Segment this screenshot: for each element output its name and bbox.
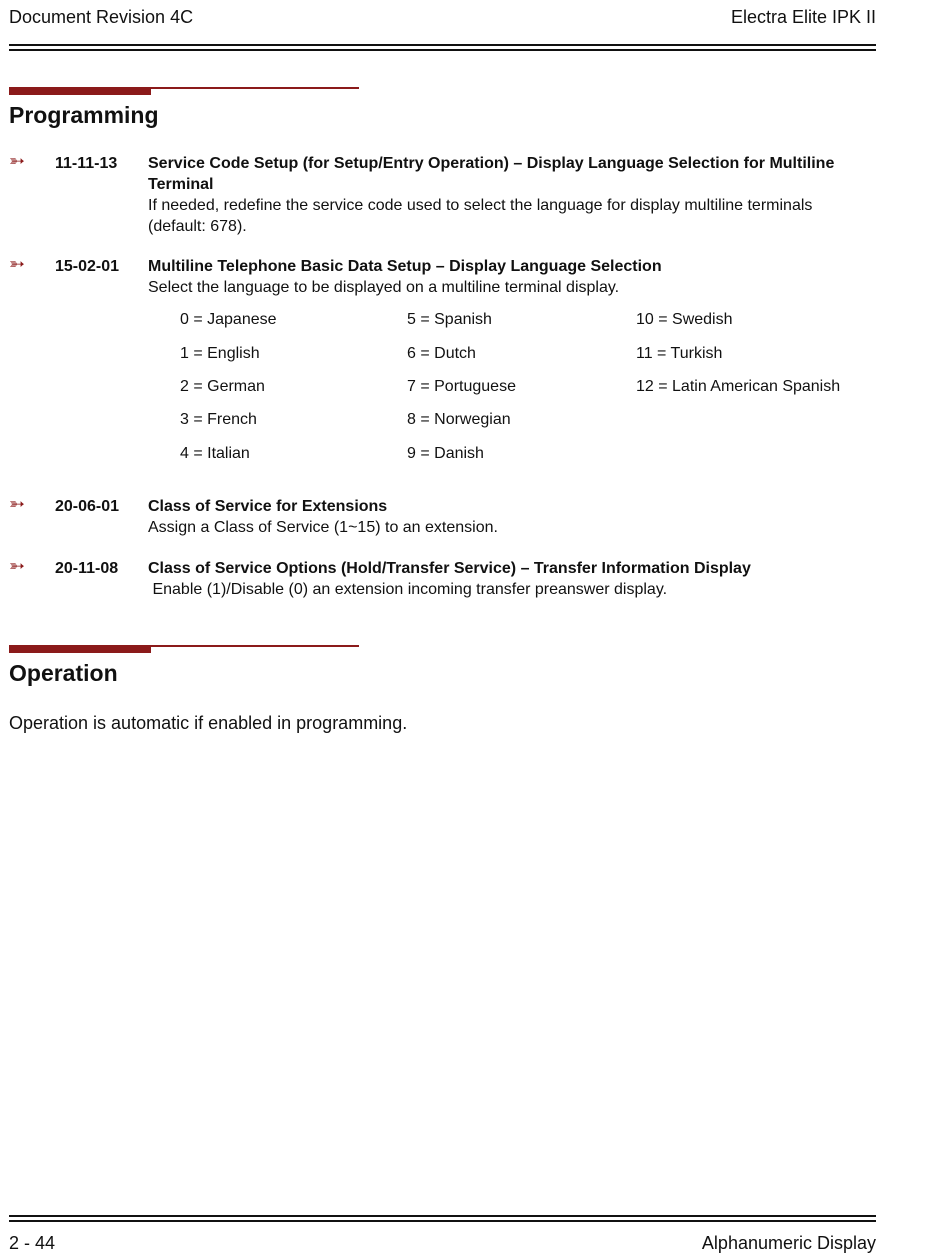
language-option: 7 = Portuguese — [407, 378, 516, 395]
footer-page-number: 2 - 44 — [9, 1233, 56, 1253]
header-rule-top — [9, 44, 876, 46]
header-document-revision: Document Revision 4C — [9, 7, 194, 27]
operation-text: Operation is automatic if enabled in programming. — [9, 713, 408, 733]
program-code: 15-02-01 — [55, 258, 120, 275]
program-description: Enable (1)/Disable (0) an extension incoming transfer preanswer display. — [148, 581, 668, 598]
program-code: 20-11-08 — [55, 560, 119, 577]
program-entry-body — [148, 153, 873, 237]
header-product-name: Electra Elite IPK II — [730, 7, 876, 27]
program-entry-body — [148, 496, 873, 538]
language-option: 3 = French — [180, 411, 257, 428]
program-title: Class of Service Options (Hold/Transfer Service) – Transfer Information Display — [148, 560, 751, 577]
programming-heading: Programming — [9, 102, 159, 128]
program-entry-body — [148, 558, 873, 600]
footer-section-name: Alphanumeric Display — [701, 1233, 876, 1253]
arrow-right-circle-icon: ➳ — [9, 151, 25, 172]
language-option: 12 = Latin American Spanish — [636, 378, 841, 395]
language-option: 6 = Dutch — [407, 345, 476, 362]
footer-rule-bottom — [9, 1220, 876, 1222]
section-bar-thick — [9, 646, 151, 653]
program-title: Multiline Telephone Basic Data Setup – Display Language Selection — [148, 258, 662, 275]
program-description: Select the language to be displayed on a multiline terminal display. — [148, 279, 620, 296]
language-option: 1 = English — [180, 345, 260, 362]
operation-section-bar — [9, 645, 359, 653]
language-option: 2 = German — [180, 378, 265, 395]
language-option: 11 = Turkish — [636, 345, 723, 362]
language-option: 8 = Norwegian — [407, 411, 511, 428]
programming-section-bar — [9, 87, 359, 95]
operation-heading: Operation — [9, 660, 118, 686]
footer-rule-top — [9, 1215, 876, 1217]
header-rule-bottom — [9, 49, 876, 51]
arrow-right-circle-icon: ➳ — [9, 556, 25, 577]
section-bar-thick — [9, 88, 151, 95]
program-description: Assign a Class of Service (1~15) to an extension. — [148, 519, 498, 536]
program-code: 11-11-13 — [55, 155, 118, 172]
program-title: Class of Service for Extensions — [148, 498, 388, 515]
language-option: 10 = Swedish — [636, 311, 733, 328]
arrow-right-circle-icon: ➳ — [9, 494, 25, 515]
program-code: 20-06-01 — [55, 498, 120, 515]
program-entry-body — [148, 256, 873, 298]
language-option: 9 = Danish — [407, 445, 484, 462]
program-description: If needed, redefine the service code used to select the language for display multiline terminals (default: 678). — [148, 197, 813, 235]
program-title: Service Code Setup (for Setup/Entry Operation) – Display Language Selection for Multiline Terminal — [148, 155, 835, 193]
arrow-right-circle-icon: ➳ — [9, 254, 25, 275]
language-option: 4 = Italian — [180, 445, 250, 462]
language-option: 5 = Spanish — [407, 311, 492, 328]
language-option: 0 = Japanese — [180, 311, 277, 328]
